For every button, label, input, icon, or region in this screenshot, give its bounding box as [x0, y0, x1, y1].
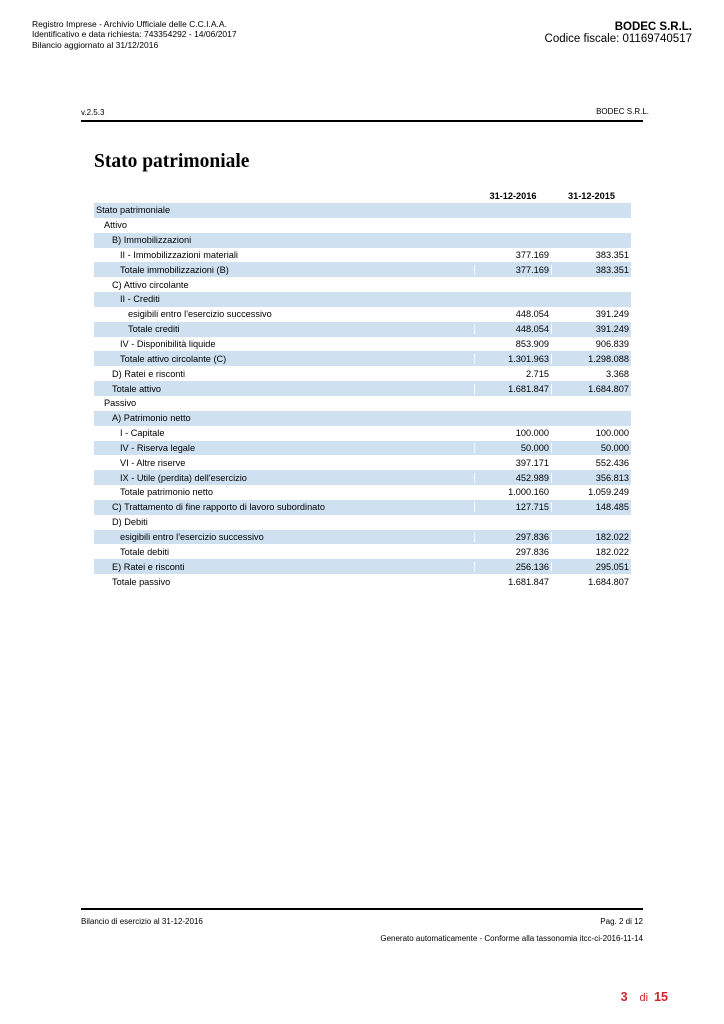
page-counter	[621, 990, 668, 1004]
value-2015: 906.839	[551, 339, 631, 349]
value-2015: 552.436	[551, 458, 631, 468]
value-2015: 391.249	[551, 324, 631, 334]
value-2015: 1.684.807	[551, 577, 631, 587]
row-label: Attivo	[104, 220, 127, 231]
company-header	[545, 21, 692, 46]
value-2016: 1.681.847	[474, 577, 551, 587]
table-row	[94, 337, 631, 352]
value-2015: 182.022	[551, 547, 631, 557]
table-row	[94, 441, 631, 456]
table-row	[94, 381, 631, 396]
row-label: B) Immobilizzazioni	[112, 235, 192, 246]
value-2016: 1.681.847	[474, 384, 551, 394]
row-label: VI - Altre riserve	[120, 457, 186, 468]
company-name: BODEC S.R.L.	[614, 21, 692, 33]
total-pages: 15	[654, 990, 668, 1004]
table-row	[94, 574, 631, 589]
table-row	[94, 500, 631, 515]
column-header-2015: 31-12-2015	[551, 191, 631, 201]
footer-page-number: Pag. 2 di 12	[600, 917, 643, 926]
version-label: v.2.5.3	[81, 108, 105, 117]
row-label: Totale attivo circolante (C)	[120, 353, 227, 364]
page-of-label: di	[639, 992, 649, 1004]
value-2016: 256.136	[474, 562, 551, 572]
table-row	[94, 351, 631, 366]
registry-line-2: Identificativo e data richiesta: 743354292 - 14/06/2017	[32, 29, 237, 40]
value-2015: 50.000	[551, 443, 631, 453]
row-label: IV - Disponibilità liquide	[120, 339, 216, 350]
row-label: esigibili entro l'esercizio successivo	[120, 531, 264, 542]
value-2015: 182.022	[551, 532, 631, 542]
row-label: II - Crediti	[120, 294, 160, 305]
table-row	[94, 307, 631, 322]
value-2016: 853.909	[474, 339, 551, 349]
row-label: C) Attivo circolante	[112, 279, 189, 290]
table-row	[94, 277, 631, 292]
table-row	[94, 559, 631, 574]
value-2015: 391.249	[551, 309, 631, 319]
row-label: Totale debiti	[120, 546, 170, 557]
value-2016: 377.169	[474, 265, 551, 275]
row-label: Totale crediti	[128, 324, 180, 335]
table-row	[94, 366, 631, 381]
footer-generated-note: Generato automaticamente - Conforme alla tassonomia itcc-ci-2016-11-14	[380, 934, 643, 943]
table-row	[94, 233, 631, 248]
value-2016: 50.000	[474, 443, 551, 453]
value-2015: 1.059.249	[551, 487, 631, 497]
value-2015: 148.485	[551, 502, 631, 512]
row-label: I - Capitale	[120, 428, 165, 439]
row-label: II - Immobilizzazioni materiali	[120, 249, 238, 260]
value-2015: 1.298.088	[551, 354, 631, 364]
value-2015: 383.351	[551, 250, 631, 260]
value-2016: 127.715	[474, 502, 551, 512]
table-row	[94, 455, 631, 470]
row-label: D) Ratei e risconti	[112, 368, 186, 379]
table-row	[94, 470, 631, 485]
registry-line-3: Bilancio aggiornato al 31/12/2016	[32, 39, 159, 50]
row-label: esigibili entro l'esercizio successivo	[128, 309, 272, 320]
row-label: Totale attivo	[112, 383, 162, 394]
row-label: IX - Utile (perdita) dell'esercizio	[120, 472, 247, 483]
value-2016: 297.836	[474, 547, 551, 557]
value-2016: 448.054	[474, 309, 551, 319]
value-2016: 397.171	[474, 458, 551, 468]
column-header-2016: 31-12-2016	[474, 191, 551, 201]
table-row	[94, 544, 631, 559]
table-row	[94, 515, 631, 530]
fiscal-code: Codice fiscale: 01169740517	[544, 33, 692, 45]
row-label: A) Patrimonio netto	[112, 413, 191, 424]
value-2015: 100.000	[551, 428, 631, 438]
value-2015: 356.813	[551, 473, 631, 483]
footer-divider	[81, 908, 643, 910]
table-row	[94, 530, 631, 545]
page-title: Stato patrimoniale	[94, 151, 250, 172]
table-row	[94, 426, 631, 441]
table-row	[94, 292, 631, 307]
company-name-small: BODEC S.R.L.	[596, 107, 649, 116]
value-2015: 383.351	[551, 265, 631, 275]
table-row	[94, 203, 631, 218]
row-label: Totale patrimonio netto	[120, 487, 213, 498]
value-2016: 100.000	[474, 428, 551, 438]
row-label: D) Debiti	[112, 517, 148, 528]
value-2016: 1.301.963	[474, 354, 551, 364]
registry-line-1: Registro Imprese - Archivio Ufficiale delle C.C.I.A.A.	[32, 19, 227, 29]
table-row	[94, 218, 631, 233]
row-label: IV - Riserva legale	[120, 442, 196, 453]
table-row	[94, 411, 631, 426]
registry-info	[32, 19, 237, 50]
row-label: Totale immobilizzazioni (B)	[120, 264, 229, 275]
value-2016: 297.836	[474, 532, 551, 542]
row-label: Stato patrimoniale	[96, 205, 171, 216]
table-header-row	[94, 189, 631, 203]
table-row	[94, 262, 631, 277]
value-2016: 2.715	[474, 369, 551, 379]
current-page: 3	[620, 990, 628, 1004]
value-2015: 295.051	[551, 562, 631, 572]
table-row	[94, 485, 631, 500]
value-2016: 1.000.160	[474, 487, 551, 497]
row-label: Totale passivo	[112, 576, 171, 587]
value-2016: 448.054	[474, 324, 551, 334]
value-2015: 1.684.807	[551, 384, 631, 394]
row-label: Passivo	[104, 398, 137, 409]
balance-sheet-table	[94, 189, 631, 589]
header-divider	[81, 120, 643, 122]
row-label: E) Ratei e risconti	[112, 561, 185, 572]
row-label: C) Trattamento di fine rapporto di lavoro subordinato	[112, 502, 325, 513]
footer-title: Bilancio di esercizio al 31-12-2016	[81, 917, 203, 926]
value-2015: 3.368	[551, 369, 631, 379]
table-row	[94, 396, 631, 411]
value-2016: 377.169	[474, 250, 551, 260]
table-row	[94, 248, 631, 263]
value-2016: 452.989	[474, 473, 551, 483]
table-row	[94, 322, 631, 337]
